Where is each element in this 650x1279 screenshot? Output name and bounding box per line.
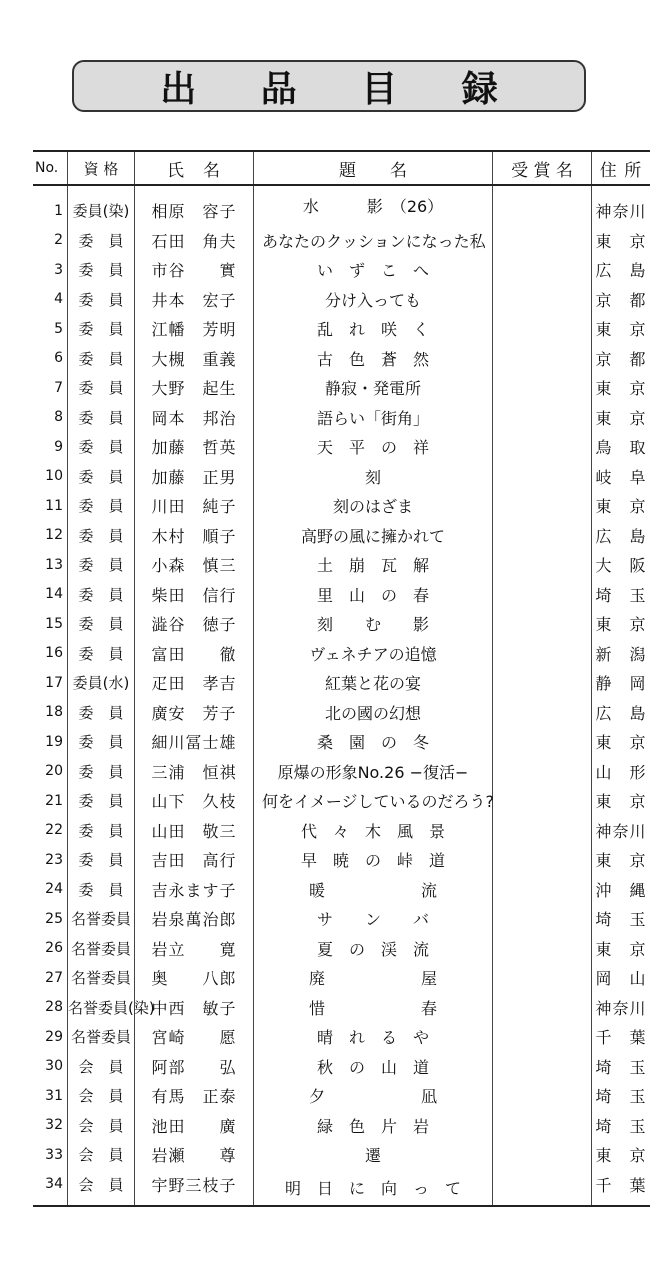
table-row [33, 786, 650, 816]
row-title: ヴェネチアの追憶 [254, 639, 493, 669]
row-award [493, 373, 592, 403]
row-award [493, 521, 592, 551]
row-award [493, 1022, 592, 1052]
row-name: 阿部 弘 [135, 1052, 254, 1082]
row-title: 何をイメージしているのだろう? [254, 786, 493, 816]
row-title: 惜 春 [254, 993, 493, 1023]
table-row [33, 1111, 650, 1141]
row-title: 北の國の幻想 [254, 698, 493, 728]
row-award [493, 934, 592, 964]
row-title: 紅葉と花の宴 [254, 668, 493, 698]
row-rank: 委 員 [68, 255, 135, 285]
row-address: 東 京 [592, 373, 650, 403]
table-row [33, 432, 650, 462]
row-title: サ ン バ [254, 904, 493, 934]
row-title: 緑 色 片 岩 [254, 1111, 493, 1141]
row-address: 静 岡 [592, 668, 650, 698]
row-title: 刻のはざま [254, 491, 493, 521]
row-name: 大野 起生 [135, 373, 254, 403]
row-award [493, 432, 592, 462]
row-rank: 委 員 [68, 550, 135, 580]
row-award [493, 403, 592, 433]
row-award [493, 314, 592, 344]
table-row [33, 639, 650, 669]
row-rank: 委 員 [68, 521, 135, 551]
table-row [33, 521, 650, 551]
row-award [493, 904, 592, 934]
table-row [33, 816, 650, 846]
row-no: 22 [45, 822, 63, 839]
row-name: 廣安 芳子 [135, 698, 254, 728]
row-title: 遷 [254, 1140, 493, 1170]
row-title: 乱 れ 咲 く [254, 314, 493, 344]
row-address: 東 京 [592, 845, 650, 875]
row-award [493, 786, 592, 816]
table-row [33, 727, 650, 757]
row-no: 12 [45, 527, 63, 544]
row-no: 7 [54, 379, 63, 396]
table-row [33, 314, 650, 344]
header-row [33, 151, 650, 185]
row-no: 4 [54, 291, 63, 308]
table-row [33, 285, 650, 315]
row-name: 岩泉萬治郎 [135, 904, 254, 934]
row-no: 17 [45, 674, 63, 691]
row-name: 中西 敏子 [135, 993, 254, 1023]
row-no: 30 [45, 1058, 63, 1075]
row-rank: 委員(染) [68, 185, 135, 226]
row-no: 18 [45, 704, 63, 721]
row-address: 大 阪 [592, 550, 650, 580]
row-award [493, 963, 592, 993]
row-no: 1 [54, 202, 63, 219]
row-rank: 委 員 [68, 491, 135, 521]
row-address: 山 形 [592, 757, 650, 787]
row-no: 11 [45, 497, 63, 514]
row-no: 33 [45, 1146, 63, 1163]
row-address: 東 京 [592, 934, 650, 964]
row-award [493, 639, 592, 669]
row-title: 原爆の形象No.26 −復活− [254, 757, 493, 787]
row-rank: 名誉委員 [68, 1022, 135, 1052]
table-row [33, 373, 650, 403]
header-award: 受 賞 名 [493, 151, 592, 185]
row-rank: 委 員 [68, 403, 135, 433]
row-name: 岩瀬 尊 [135, 1140, 254, 1170]
row-title: 晴 れ る や [254, 1022, 493, 1052]
row-rank: 委 員 [68, 462, 135, 492]
header-title: 題 名 [254, 151, 493, 185]
row-title: 早 暁 の 峠 道 [254, 845, 493, 875]
row-award [493, 580, 592, 610]
row-award [493, 757, 592, 787]
row-name: 加藤 哲英 [135, 432, 254, 462]
row-award [493, 875, 592, 905]
row-rank: 委 員 [68, 816, 135, 846]
row-award [493, 285, 592, 315]
table-row [33, 668, 650, 698]
row-address: 広 島 [592, 698, 650, 728]
row-title: 天 平 の 祥 [254, 432, 493, 462]
row-address: 埼 玉 [592, 1111, 650, 1141]
row-address: 京 都 [592, 285, 650, 315]
row-address: 広 島 [592, 255, 650, 285]
row-rank: 名誉委員 [68, 904, 135, 934]
row-name: 柴田 信行 [135, 580, 254, 610]
row-address: 埼 玉 [592, 1081, 650, 1111]
row-award [493, 993, 592, 1023]
row-title: 刻 [254, 462, 493, 492]
row-rank: 委員(水) [68, 668, 135, 698]
table-row [33, 255, 650, 285]
row-rank: 委 員 [68, 285, 135, 315]
row-rank: 名誉委員(染) [68, 993, 135, 1023]
row-no: 16 [45, 645, 63, 662]
row-rank: 名誉委員 [68, 934, 135, 964]
row-title: 里 山 の 春 [254, 580, 493, 610]
row-no: 24 [45, 881, 63, 898]
table-row [33, 698, 650, 728]
row-no: 2 [54, 232, 63, 249]
row-no: 8 [54, 409, 63, 426]
row-address: 東 京 [592, 609, 650, 639]
table-row [33, 1022, 650, 1052]
row-address: 埼 玉 [592, 580, 650, 610]
row-name: 宇野三枝子 [135, 1170, 254, 1207]
row-title: 廃 屋 [254, 963, 493, 993]
row-title: 刻 む 影 [254, 609, 493, 639]
row-name: 吉永ます子 [135, 875, 254, 905]
table-row [33, 993, 650, 1023]
row-name: 池田 廣 [135, 1111, 254, 1141]
row-award [493, 255, 592, 285]
row-address: 埼 玉 [592, 904, 650, 934]
row-rank: 委 員 [68, 226, 135, 256]
row-title: 分け入っても [254, 285, 493, 315]
row-title: 夕 凪 [254, 1081, 493, 1111]
row-no: 34 [33, 1170, 68, 1207]
row-name: 疋田 孝吉 [135, 668, 254, 698]
row-address: 千 葉 [592, 1170, 650, 1207]
row-award [493, 491, 592, 521]
row-address: 東 京 [592, 491, 650, 521]
row-title: 土 崩 瓦 解 [254, 550, 493, 580]
row-no: 27 [45, 969, 63, 986]
row-rank: 会 員 [68, 1081, 135, 1111]
row-rank: 委 員 [68, 314, 135, 344]
row-no: 25 [45, 910, 63, 927]
row-name: 三浦 恒祺 [135, 757, 254, 787]
row-no: 10 [45, 468, 63, 485]
row-address: 新 潟 [592, 639, 650, 669]
row-title: あなたのクッションになった私 [254, 226, 493, 256]
table-row [33, 550, 650, 580]
row-no: 23 [45, 851, 63, 868]
row-award [493, 609, 592, 639]
row-title: 夏 の 渓 流 [254, 934, 493, 964]
row-address: 東 京 [592, 226, 650, 256]
row-rank: 委 員 [68, 639, 135, 669]
header-rank: 資 格 [68, 151, 135, 185]
row-name: 江幡 芳明 [135, 314, 254, 344]
row-name: 山下 久枝 [135, 786, 254, 816]
row-name: 川田 純子 [135, 491, 254, 521]
table-row [33, 963, 650, 993]
table-row [33, 185, 650, 226]
row-award [493, 226, 592, 256]
row-address: 神奈川 [592, 993, 650, 1023]
row-award [493, 1111, 592, 1141]
row-award [493, 1052, 592, 1082]
row-title: 秋 の 山 道 [254, 1052, 493, 1082]
row-address: 東 京 [592, 403, 650, 433]
table-row [33, 403, 650, 433]
row-award [493, 550, 592, 580]
row-no: 31 [45, 1087, 63, 1104]
row-rank: 委 員 [68, 609, 135, 639]
table-row [33, 580, 650, 610]
row-award [493, 344, 592, 374]
row-no: 13 [45, 556, 63, 573]
row-rank: 委 員 [68, 757, 135, 787]
table-row [33, 1052, 650, 1082]
row-address: 岐 阜 [592, 462, 650, 492]
row-rank: 委 員 [68, 580, 135, 610]
row-title: 桑 園 の 冬 [254, 727, 493, 757]
row-no: 21 [45, 792, 63, 809]
row-rank: 委 員 [68, 344, 135, 374]
row-title: 高野の風に擁かれて [254, 521, 493, 551]
header-address: 住 所 [592, 151, 650, 185]
catalog-rows [33, 185, 650, 1206]
row-no: 32 [45, 1117, 63, 1134]
header-name: 氏 名 [135, 151, 254, 185]
row-award [493, 727, 592, 757]
table-row [33, 845, 650, 875]
row-title: 語らい「街角」 [254, 403, 493, 433]
table-row [33, 491, 650, 521]
row-title: 代 々 木 風 景 [254, 816, 493, 846]
row-no: 19 [45, 733, 63, 750]
row-rank: 委 員 [68, 698, 135, 728]
row-rank: 名誉委員 [68, 963, 135, 993]
row-title: 明 日 に 向 っ て [254, 1170, 493, 1207]
row-name: 岩立 寛 [135, 934, 254, 964]
row-name: 宮崎 愿 [135, 1022, 254, 1052]
row-address: 神奈川 [592, 816, 650, 846]
row-address: 広 島 [592, 521, 650, 551]
table-row [33, 757, 650, 787]
row-no: 5 [54, 320, 63, 337]
row-no: 20 [45, 763, 63, 780]
row-name: 小森 慎三 [135, 550, 254, 580]
row-address: 岡 山 [592, 963, 650, 993]
row-award [493, 462, 592, 492]
row-title: 水 影 （26） [254, 185, 493, 226]
row-no: 14 [45, 586, 63, 603]
row-address: 沖 縄 [592, 875, 650, 905]
row-name: 奥 八郎 [135, 963, 254, 993]
row-rank: 委 員 [68, 727, 135, 757]
row-rank: 委 員 [68, 786, 135, 816]
row-name: 細川冨士雄 [135, 727, 254, 757]
row-title: い ず こ へ [254, 255, 493, 285]
row-no: 9 [54, 438, 63, 455]
table-row [33, 904, 650, 934]
row-address: 東 京 [592, 1140, 650, 1170]
table-row [33, 934, 650, 964]
table-row [33, 875, 650, 905]
row-name: 山田 敬三 [135, 816, 254, 846]
row-no: 29 [45, 1028, 63, 1045]
row-name: 相原 容子 [135, 185, 254, 226]
table-row [33, 1081, 650, 1111]
row-address: 鳥 取 [592, 432, 650, 462]
row-no: 28 [45, 999, 63, 1016]
header-no: No. [33, 151, 68, 185]
row-name: 富田 徹 [135, 639, 254, 669]
row-address: 東 京 [592, 314, 650, 344]
row-name: 井本 宏子 [135, 285, 254, 315]
row-name: 大槻 重義 [135, 344, 254, 374]
row-name: 澁谷 徳子 [135, 609, 254, 639]
row-award [493, 816, 592, 846]
row-award [493, 185, 592, 226]
row-name: 木村 順子 [135, 521, 254, 551]
row-name: 吉田 高行 [135, 845, 254, 875]
table-row [33, 1140, 650, 1170]
row-name: 市谷 實 [135, 255, 254, 285]
row-address: 埼 玉 [592, 1052, 650, 1082]
row-title: 静寂・発電所 [254, 373, 493, 403]
table-row [33, 226, 650, 256]
row-no: 3 [54, 261, 63, 278]
row-address: 京 都 [592, 344, 650, 374]
row-no: 26 [45, 940, 63, 957]
row-award [493, 668, 592, 698]
table-row [33, 344, 650, 374]
row-address: 千 葉 [592, 1022, 650, 1052]
row-award [493, 845, 592, 875]
catalog-title: 出 品 目 録 [160, 67, 524, 110]
row-rank: 会 員 [68, 1170, 135, 1207]
row-address: 神奈川 [592, 185, 650, 226]
table-row [33, 609, 650, 639]
row-title: 古 色 蒼 然 [254, 344, 493, 374]
table-row [33, 1170, 650, 1207]
row-rank: 委 員 [68, 875, 135, 905]
row-name: 岡本 邦治 [135, 403, 254, 433]
row-rank: 会 員 [68, 1052, 135, 1082]
table-row [33, 462, 650, 492]
row-address: 東 京 [592, 786, 650, 816]
row-rank: 会 員 [68, 1111, 135, 1141]
row-rank: 会 員 [68, 1140, 135, 1170]
exhibit-catalog-table [33, 150, 650, 1207]
row-no: 6 [54, 350, 63, 367]
row-name: 石田 角夫 [135, 226, 254, 256]
row-address: 東 京 [592, 727, 650, 757]
row-award [493, 1140, 592, 1170]
row-name: 加藤 正男 [135, 462, 254, 492]
row-rank: 委 員 [68, 373, 135, 403]
row-name: 有馬 正泰 [135, 1081, 254, 1111]
catalog-title-box [72, 60, 586, 112]
row-title: 暖 流 [254, 875, 493, 905]
row-award [493, 1170, 592, 1207]
row-no: 15 [45, 615, 63, 632]
row-award [493, 1081, 592, 1111]
row-award [493, 698, 592, 728]
row-rank: 委 員 [68, 432, 135, 462]
row-rank: 委 員 [68, 845, 135, 875]
